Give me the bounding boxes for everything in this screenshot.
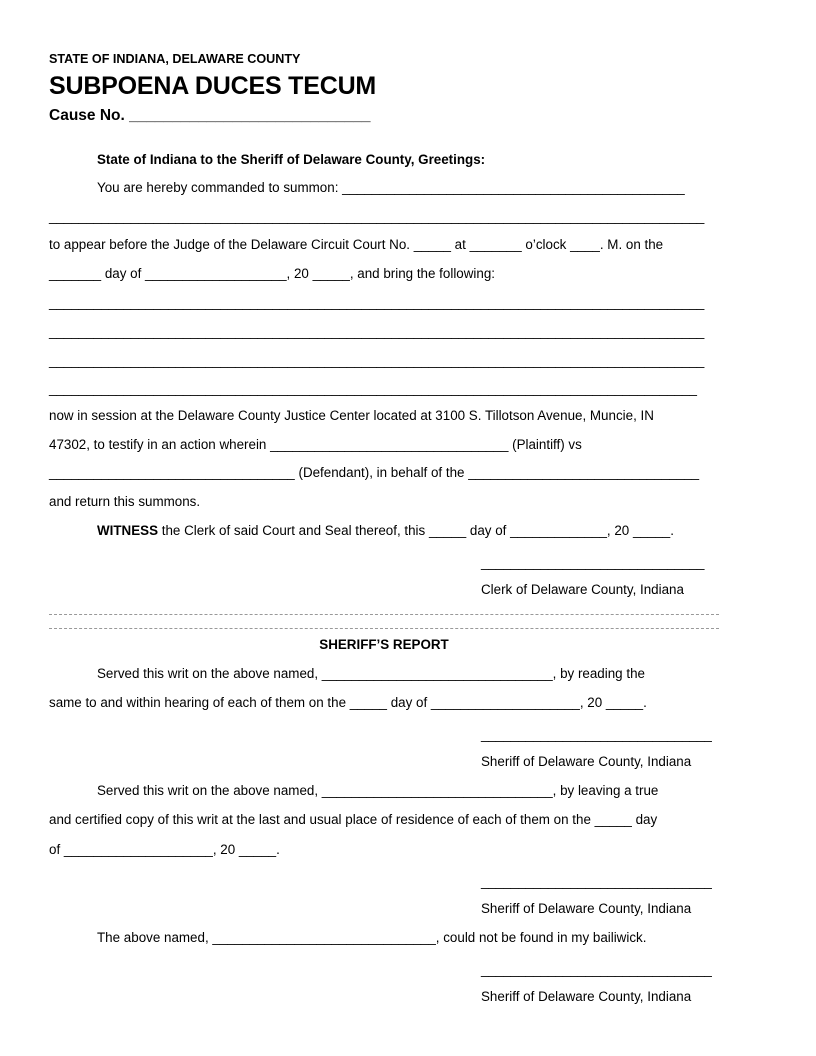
cause-number-field[interactable]: Cause No. ____________________________: [49, 107, 371, 124]
sheriff-signature-label: Sheriff of Delaware County, Indiana: [481, 901, 692, 916]
following-blank-line[interactable]: ________________________________________________________________________________________: [49, 295, 705, 310]
sheriff-signature-label: Sheriff of Delaware County, Indiana: [481, 989, 692, 1004]
return-line: and return this summons.: [49, 494, 201, 509]
clerk-signature-line[interactable]: ______________________________: [481, 555, 705, 570]
clerk-signature-label: Clerk of Delaware County, Indiana: [481, 582, 684, 597]
document-title: SUBPOENA DUCES TECUM: [49, 72, 377, 100]
sheriff-signature-label: Sheriff of Delaware County, Indiana: [481, 754, 692, 769]
following-blank-line[interactable]: ________________________________________________________________________________________: [49, 353, 705, 368]
sheriff-report-heading: SHERIFF’S REPORT: [319, 637, 449, 652]
served-leaving-cont-line[interactable]: and certified copy of this writ at the last and usual place of residence of each of them on the _____ day: [49, 812, 658, 827]
witness-text[interactable]: the Clerk of said Court and Seal thereof, this _____ day of _____________, 20 _____.: [158, 523, 674, 538]
served-reading-line[interactable]: Served this writ on the above named, _______________________________, by reading the: [97, 666, 645, 681]
served-leaving-line[interactable]: Served this writ on the above named, _______________________________, by leaving a true: [97, 783, 659, 798]
day-of-line[interactable]: _______ day of ___________________, 20 _____, and bring the following:: [49, 266, 495, 281]
summon-blank-line[interactable]: ________________________________________________________________________________________: [49, 209, 705, 224]
following-blank-line[interactable]: ________________________________________________________________________________________: [49, 324, 705, 339]
session-line: now in session at the Delaware County Justice Center located at 3100 S. Tillotson Avenue, Muncie, IN: [49, 408, 654, 423]
served-reading-date-line[interactable]: same to and within hearing of each of them on the _____ day of ____________________, 20 _____.: [49, 695, 647, 710]
defendant-line[interactable]: _________________________________ (Defendant), in behalf of the _______________________________: [49, 465, 700, 480]
greeting-line: State of Indiana to the Sheriff of Delaware County, Greetings:: [97, 152, 486, 167]
plaintiff-line[interactable]: 47302, to testify in an action wherein ________________________________ (Plaintiff) vs: [49, 437, 582, 452]
served-leaving-date-line[interactable]: of ____________________, 20 _____.: [49, 842, 280, 857]
following-blank-line[interactable]: _______________________________________________________________________________________: [49, 381, 697, 396]
not-found-line[interactable]: The above named, ______________________________, could not be found in my bailiwick.: [97, 930, 647, 945]
appear-line[interactable]: to appear before the Judge of the Delaware Circuit Court No. _____ at _______ o’clock ____. M. on the: [49, 237, 664, 252]
state-county-heading: STATE OF INDIANA, DELAWARE COUNTY: [49, 52, 301, 66]
sheriff-signature-line[interactable]: _______________________________: [481, 962, 712, 977]
sheriff-signature-line[interactable]: _______________________________: [481, 874, 712, 889]
dotted-divider: [49, 614, 719, 615]
dotted-divider: [49, 628, 719, 629]
witness-line[interactable]: [97, 523, 674, 539]
sheriff-signature-line[interactable]: _______________________________: [481, 727, 712, 742]
witness-label: WITNESS: [97, 523, 159, 538]
summon-line[interactable]: You are hereby commanded to summon: ______________________________________________: [97, 180, 685, 195]
